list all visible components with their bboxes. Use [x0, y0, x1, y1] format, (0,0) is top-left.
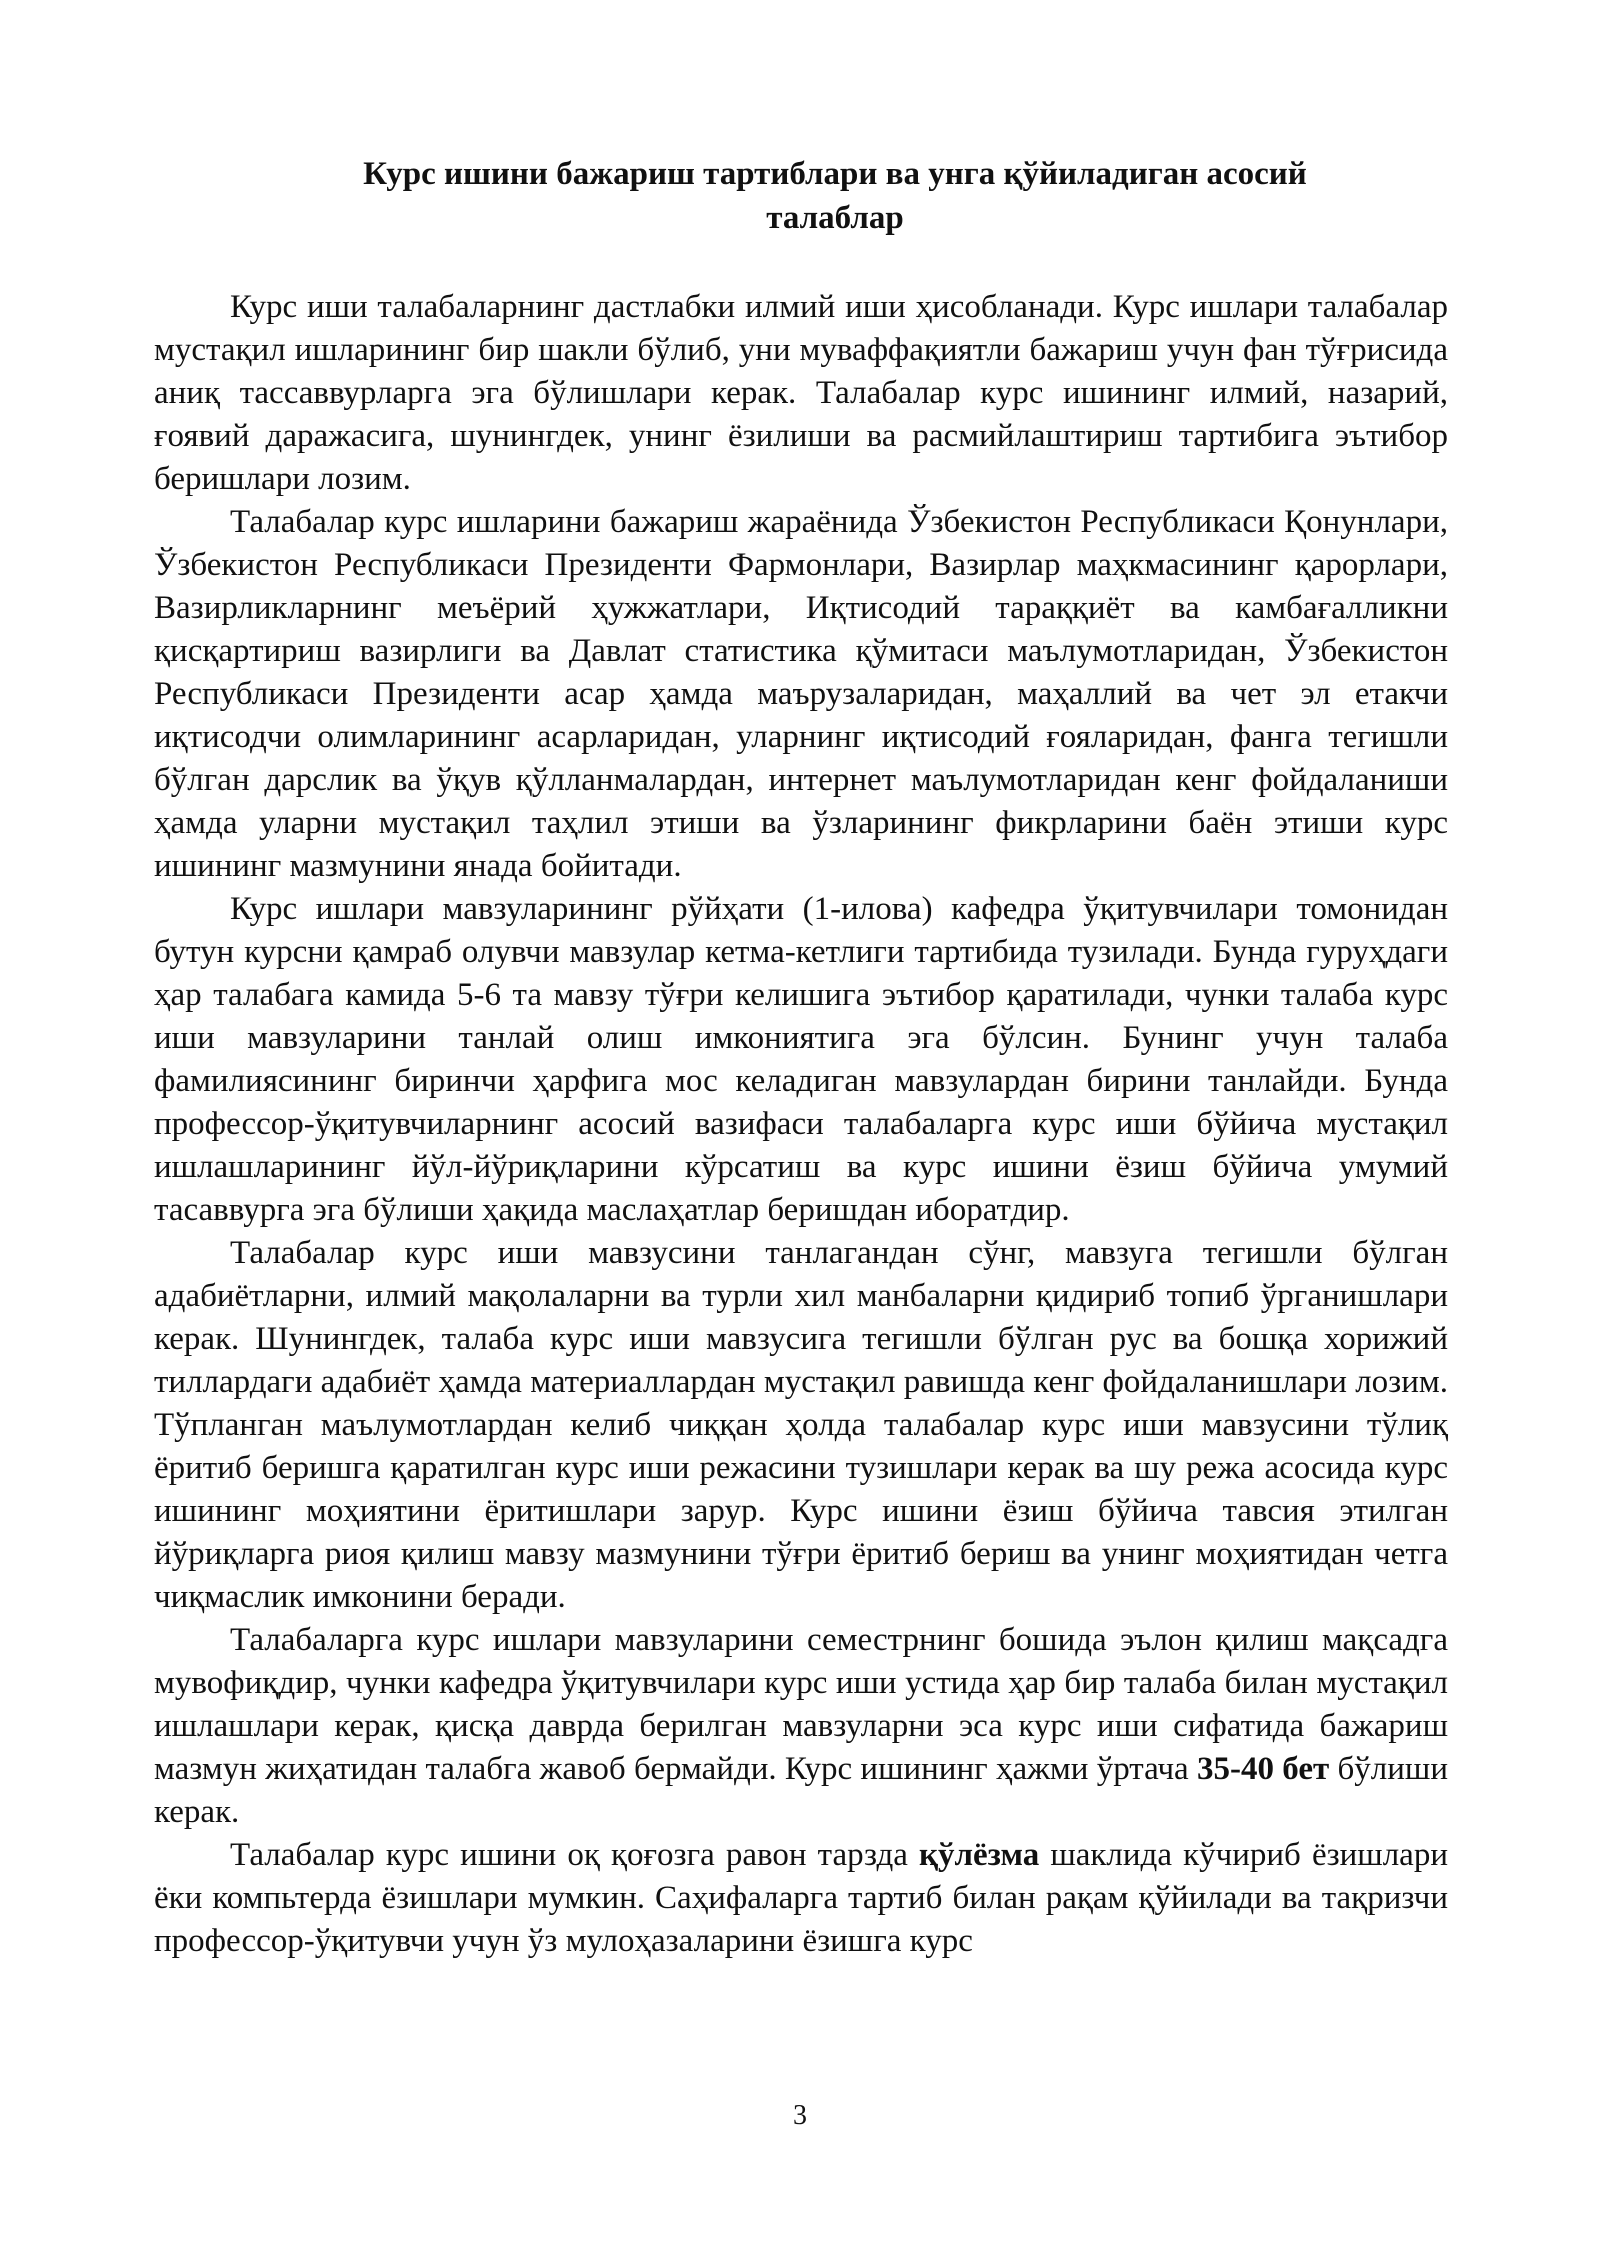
- title-line-2: талаблар: [766, 200, 904, 236]
- handwritten-bold: қўлёзма: [919, 1837, 1040, 1873]
- paragraph-5-text-start: Талабаларга курс ишлари мавзуларини семестрнинг бошида эълон қилиш мақсадга мувофиқдир, чунки кафедра ўқитувчилари курс иши устида ҳар бир талаба билан мустақил ишлашлари керак, қисқа даврда берилган мавзуларни эса курс иши сифатида бажариш мазмун жиҳатидан талабга жавоб бермайди. Курс ишининг ҳажми ўртача: [154, 1622, 1448, 1787]
- paragraph-6-text-start: Талабалар курс ишини оқ қоғозга равон тарзда: [230, 1837, 919, 1873]
- paragraph-4: Талабалар курс иши мавзусини танлагандан сўнг, мавзуга тегишли бўлган адабиётларни, илмий мақолаларни ва турли хил манбаларни қидириб топиб ўрганишлари керак. Шунингдек, талаба курс иши мавзусига тегишли бўлган рус ва бошқа хорижий тиллардаги адабиёт ҳамда материаллардан мустақил равишда кенг фойдаланишлари лозим. Тўпланган маълумотлардан келиб чиққан ҳолда талабалар курс иши мавзусини тўлиқ ёритиб беришга қаратилган курс иши режасини тузишлари керак ва шу режа асосида курс ишининг моҳиятини ёритишлари зарур. Курс ишини ёзиш бўйича тавсия этилган йўриқларга риоя қилиш мавзу мазмунини тўғри ёритиб бериш ва унинг моҳиятидан четга чиқмаслик имконини беради.: [154, 1235, 1448, 1615]
- document-body: [154, 286, 1448, 1963]
- page-number: 3: [793, 2100, 807, 2131]
- paragraph-5-text-end: бўлиши керак.: [154, 1751, 1449, 1830]
- title-line-1: Курс ишини бажариш тартиблари ва унга қўйиладиган асосий: [363, 156, 1307, 192]
- paragraph-2: Талабалар курс ишларини бажариш жараёнида Ўзбекистон Республикаси Қонунлари, Ўзбекистон Республикаси Президенти Фармонлари, Вазирлар маҳкмасининг қарорлари, Вазирликларнинг меъёрий ҳужжатлари, Иқтисодий тараққиёт ва камбағалликни қисқартириш вазирлиги ва Давлат статистика қўмитаси маълумотларидан, Ўзбекистон Республикаси Президенти асар ҳамда маърузаларидан, маҳаллий ва чет эл етакчи иқтисодчи олимларининг асарларидан, уларнинг иқтисодий ғояларидан, фанга тегишли бўлган дарслик ва ўқув қўлланмалардан, интернет маълумотларидан кенг фойдаланиши ҳамда уларни мустақил таҳлил этиши ва ўзларининг фикрларини баён этиши курс ишининг мазмунини янада бойитади.: [154, 504, 1448, 884]
- paragraph-6: [154, 1834, 1448, 1963]
- page-count-bold: 35-40 бет: [1197, 1751, 1330, 1787]
- paragraph-5: [154, 1619, 1448, 1834]
- paragraph-3: Курс ишлари мавзуларининг рўйҳати (1-илова) кафедра ўқитувчилари томонидан бутун курсни қамраб олувчи мавзулар кетма-кетлиги тартибида тузилади. Бунда гуруҳдаги ҳар талабага камида 5-6 та мавзу тўғри келишига эътибор қаратилади, чунки талаба курс иши мавзуларини танлай олиш имкониятига эга бўлсин. Бунинг учун талаба фамилиясининг биринчи ҳарфига мос келадиган мавзулардан бирини танлайди. Бунда профессор-ўқитувчиларнинг асосий вазифаси талабаларга курс иши бўйича мустақил ишлашларининг йўл-йўриқларини кўрсатиш ва курс ишини ёзиш бўйича умумий тасаввурга эга бўлиши ҳақида маслаҳатлар беришдан иборатдир.: [154, 891, 1448, 1228]
- paragraph-1: Курс иши талабаларнинг дастлабки илмий иши ҳисобланади. Курс ишлари талабалар мустақил ишларининг бир шакли бўлиб, уни муваффақиятли бажариш учун фан тўғрисида аниқ тассаввурларга эга бўлишлари керак. Талабалар курс ишининг илмий, назарий, ғоявий даражасига, шунингдек, унинг ёзилиши ва расмийлаштириш тартибига эътибор беришлари лозим.: [154, 289, 1448, 497]
- document-title: [290, 152, 1380, 240]
- paragraph-6-text-end: шаклида кўчириб ёзишлари ёки компьтерда ёзишлари мумкин. Саҳифаларга тартиб билан рақам қўйилади ва тақризчи профессор-ўқитувчи учун ўз мулоҳазаларини ёзишга курс: [154, 1837, 1448, 1959]
